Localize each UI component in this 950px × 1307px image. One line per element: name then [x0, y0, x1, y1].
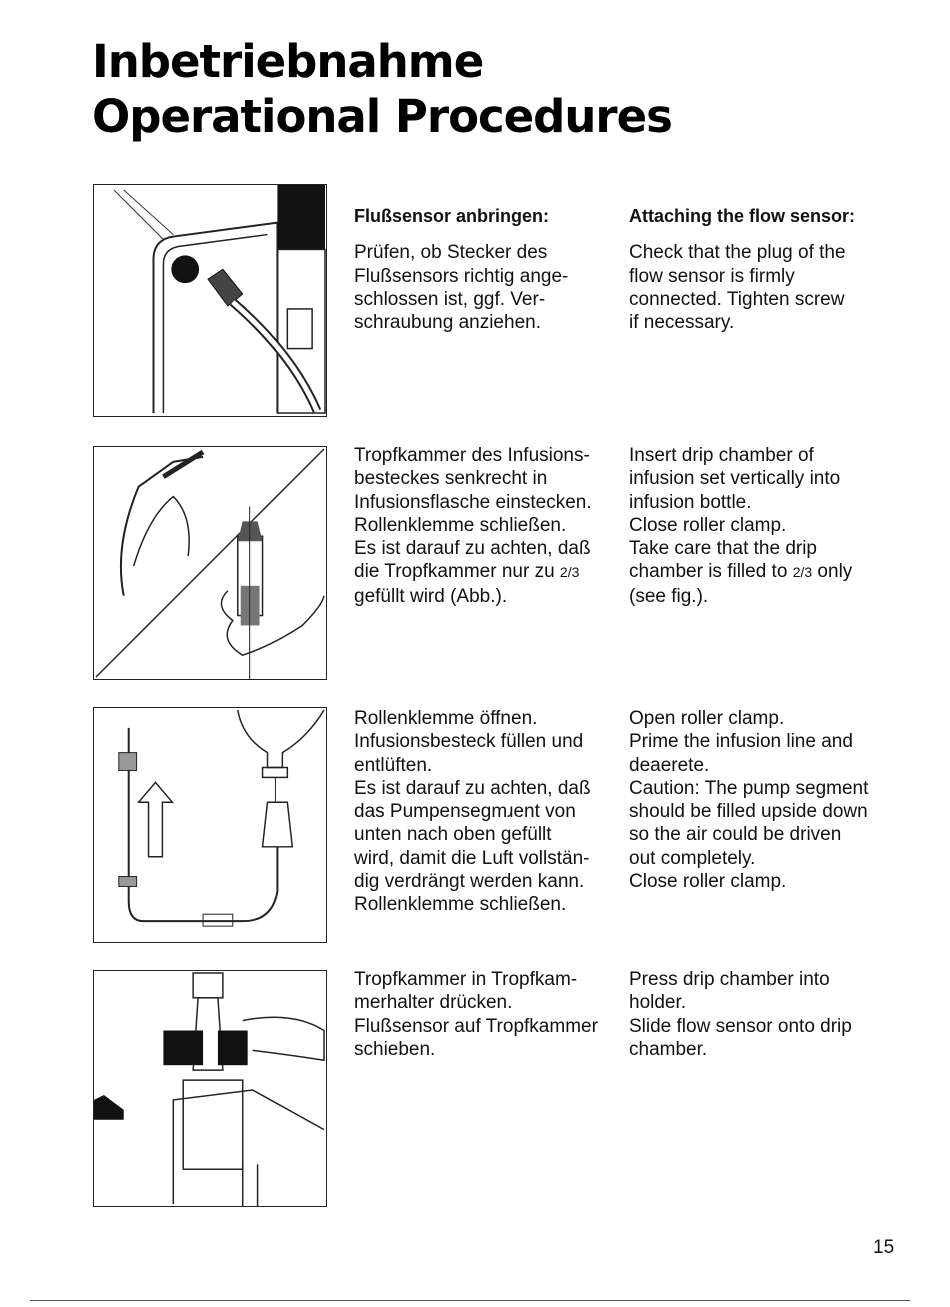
figure-flow-sensor-plug — [93, 184, 327, 417]
section-1-text-de: Prüfen, ob Stecker des Flußsensors richtig ange- schlossen ist, ggf. Ver- schraubung anziehen. — [354, 242, 569, 334]
section-3-english — [629, 707, 904, 893]
title-english: Operational Procedures — [92, 90, 672, 143]
section-2-text-de-part1: Tropfkammer des Infusions- besteckes senkrecht in Infusionsflasche einstecken. Rollenklemme schließen. Es ist darauf zu achten, daß die Tropfkammer nur zu — [354, 445, 592, 583]
section-3-text-en: Open roller clamp. Prime the infusion line and deaerete. Caution: The pump segment should be filled upside down so the air could be driven out completely. Close roller clamp. — [629, 708, 869, 893]
page-number: 15 — [873, 1237, 895, 1258]
section-4-english — [629, 968, 904, 1061]
section-1-german — [354, 182, 619, 334]
section-4-text-de: Tropfkammer in Tropfkam- merhalter drücken. Flußsensor auf Tropfkammer schieben. — [354, 969, 598, 1060]
section-2-german — [354, 444, 619, 608]
figure-priming-line — [93, 707, 327, 943]
fraction-two-thirds-en: 2/3 — [792, 564, 813, 581]
section-4-german — [354, 968, 619, 1061]
section-2-text-de-part2: gefüllt wird (Abb.). — [354, 585, 508, 607]
figure-drip-chamber-insert — [93, 446, 327, 680]
drip-chamber-insert-illustration — [94, 447, 326, 679]
title-german: Inbetriebnahme — [92, 35, 484, 88]
fraction-two-thirds-de: 2/3 — [559, 564, 580, 581]
section-2-text-en-part1: Insert drip chamber of infusion set vertically into infusion bottle. Close roller clamp. Take care that the drip chamber is filled to — [629, 445, 841, 583]
priming-line-illustration — [94, 708, 326, 942]
section-1-text-en: Check that the plug of the flow sensor is firmly connected. Tighten screw if necessary. — [629, 242, 846, 334]
bottom-rule — [30, 1300, 910, 1301]
section-2-text-en-part2: only (see fig.). — [629, 561, 853, 607]
section-4-text-en: Press drip chamber into holder. Slide flow sensor onto drip chamber. — [629, 969, 852, 1060]
section-3-german — [354, 707, 619, 917]
flow-sensor-plug-illustration — [94, 185, 326, 416]
figure-drip-chamber-holder — [93, 970, 327, 1207]
section-2-english — [629, 444, 904, 608]
section-3-text-de: Rollenklemme öffnen. Infusionsbesteck füllen und entlüften. Es ist darauf zu achten, daß das Pumpensegmɹent von unten nach oben gefüllt wird, damit die Luft vollstän- dig verdrängt werden kann. Rollenklemme schließen. — [354, 708, 591, 916]
section-1-english — [629, 182, 904, 334]
section-1-heading-de: Flußsensor anbringen: — [354, 206, 550, 227]
page-title — [92, 34, 672, 144]
section-1-heading-en: Attaching the flow sensor: — [629, 206, 856, 227]
drip-chamber-holder-illustration — [94, 971, 326, 1206]
